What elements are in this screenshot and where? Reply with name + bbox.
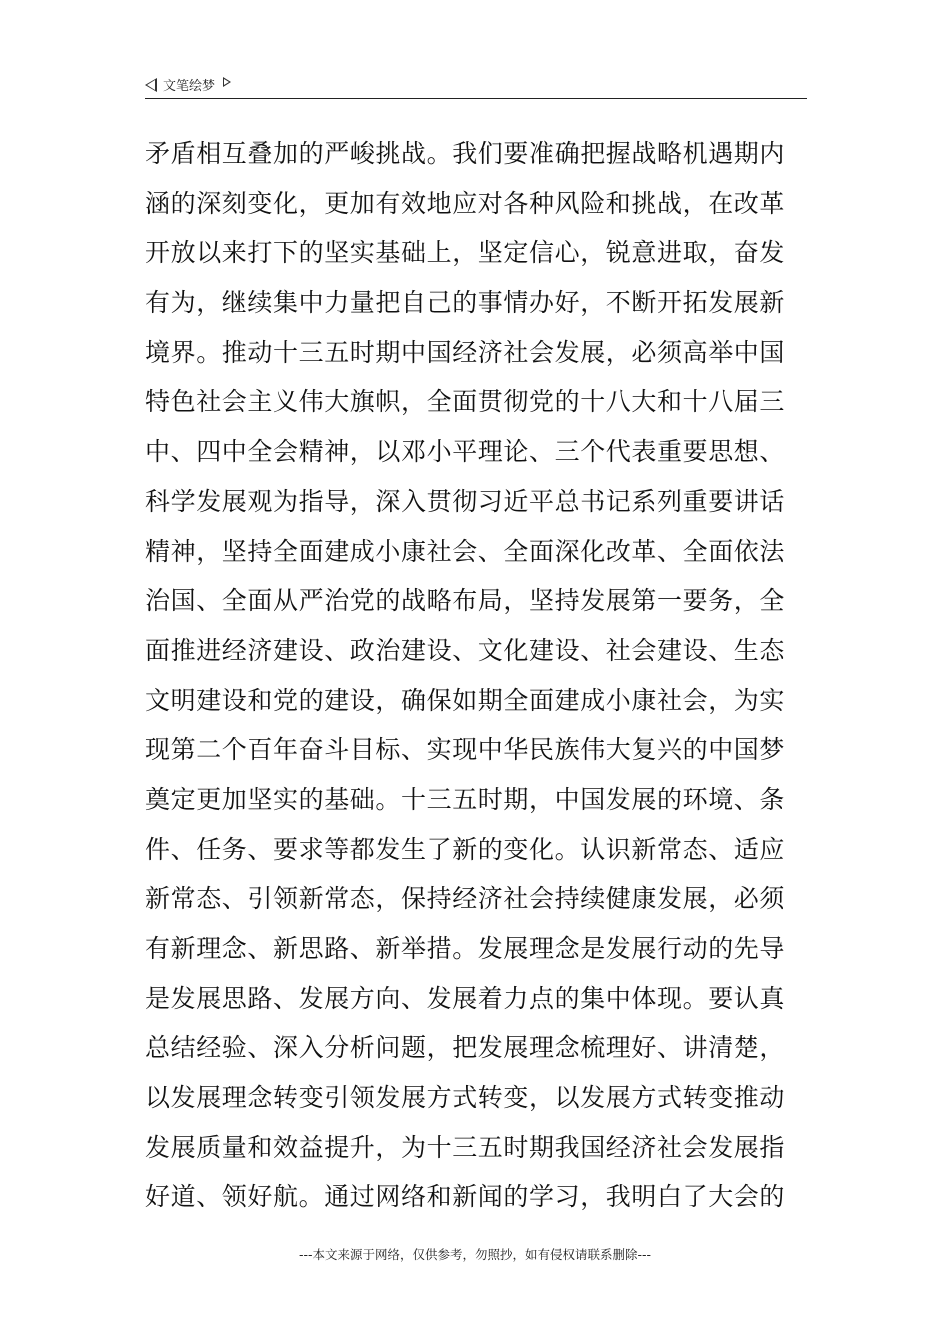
text-line: 境界。推动十三五时期中国经济社会发展，必须高举中国 xyxy=(145,337,786,367)
text-line: 精神，坚持全面建成小康社会、全面深化改革、全面依法 xyxy=(145,536,786,566)
document-body xyxy=(145,129,815,1222)
text-line: 面推进经济建设、政治建设、文化建设、社会建设、生态 xyxy=(145,635,786,665)
text-line: 总结经验、深入分析问题，把发展理念梳理好、讲清楚， xyxy=(145,1033,786,1063)
text-line: 开放以来打下的坚实基础上，坚定信心，锐意进取，奋发 xyxy=(145,238,786,268)
triangle-right-icon xyxy=(223,77,231,87)
text-line: 新常态、引领新常态，保持经济社会持续健康发展，必须 xyxy=(145,884,786,914)
text-line: 中、四中全会精神，以邓小平理论、三个代表重要思想、 xyxy=(145,437,786,467)
text-line: 发展质量和效益提升，为十三五时期我国经济社会发展指 xyxy=(145,1132,786,1162)
text-line: 特色社会主义伟大旗帜，全面贯彻党的十八大和十八届三 xyxy=(145,387,786,417)
footer-disclaimer: ---本文来源于网络，仅供参考，勿照抄，如有侵权请联系删除--- xyxy=(298,1247,652,1262)
text-line: 好道、领好航。通过网络和新闻的学习，我明白了大会的 xyxy=(145,1182,786,1212)
text-line: 现第二个百年奋斗目标、实现中华民族伟大复兴的中国梦 xyxy=(145,735,786,765)
text-line: 奠定更加坚实的基础。十三五时期，中国发展的环境、条 xyxy=(145,784,786,814)
text-line: 件、任务、要求等都发生了新的变化。认识新常态、适应 xyxy=(145,834,786,864)
text-line: 有为，继续集中力量把自己的事情办好，不断开拓发展新 xyxy=(145,288,786,318)
text-line: 科学发展观为指导，深入贯彻习近平总书记系列重要讲话 xyxy=(145,486,786,516)
text-line: 有新理念、新思路、新举措。发展理念是发展行动的先导 xyxy=(145,934,786,963)
header-title: 文笔绘梦 xyxy=(163,78,216,94)
text-line: 是发展思路、发展方向、发展着力点的集中体现。要认真 xyxy=(145,983,786,1013)
text-line: 文明建设和党的建设，确保如期全面建成小康社会，为实 xyxy=(145,685,786,715)
text-line: 涵的深刻变化，更加有效地应对各种风险和挑战，在改革 xyxy=(145,188,786,218)
text-line: 矛盾相互叠加的严峻挑战。我们要准确把握战略机遇期内 xyxy=(145,139,786,168)
page-header xyxy=(145,72,807,99)
triangle-left-icon xyxy=(145,78,157,92)
text-line: 以发展理念转变引领发展方式转变，以发展方式转变推动 xyxy=(145,1083,786,1113)
text-line: 治国、全面从严治党的战略布局，坚持发展第一要务，全 xyxy=(145,586,786,616)
